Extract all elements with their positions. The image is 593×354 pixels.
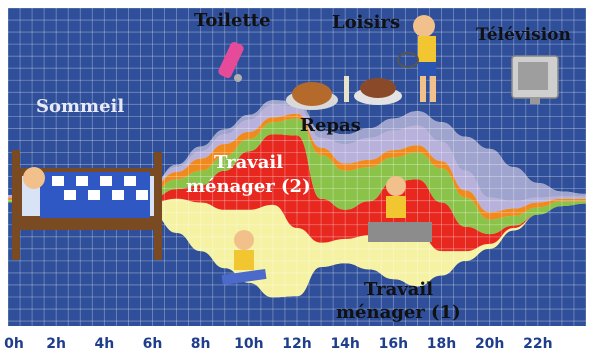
x-tick-label: 20h: [474, 336, 505, 352]
x-tick-label: 8h: [190, 336, 211, 352]
label-television: Télévision: [476, 25, 571, 45]
label-loisirs: Loisirs: [332, 12, 401, 33]
x-tick-label: 2h: [46, 336, 67, 352]
label-travail1-line1: Travail: [364, 279, 434, 300]
x-tick-label: 14h: [330, 336, 360, 352]
x-tick-label: 16h: [378, 336, 409, 352]
x-tick-label: 10h: [234, 336, 264, 352]
x-tick-label: 18h: [426, 336, 457, 352]
x-tick-label: 0h: [4, 336, 24, 352]
label-sommeil: Sommeil: [36, 96, 125, 117]
label-travail2-line2: ménager (2): [186, 176, 311, 197]
x-axis-ticks: [4, 336, 552, 352]
label-toilette: Toilette: [194, 10, 271, 31]
label-travail2-line1: Travail: [214, 152, 284, 173]
x-tick-label: 6h: [142, 336, 163, 352]
label-repas: Repas: [300, 115, 361, 136]
label-travail1-line2: ménager (1): [336, 302, 461, 323]
television-illustration: [512, 56, 558, 104]
x-tick-label: 4h: [94, 336, 115, 352]
x-tick-label: 12h: [282, 336, 312, 352]
x-tick-label: 22h: [523, 336, 553, 352]
